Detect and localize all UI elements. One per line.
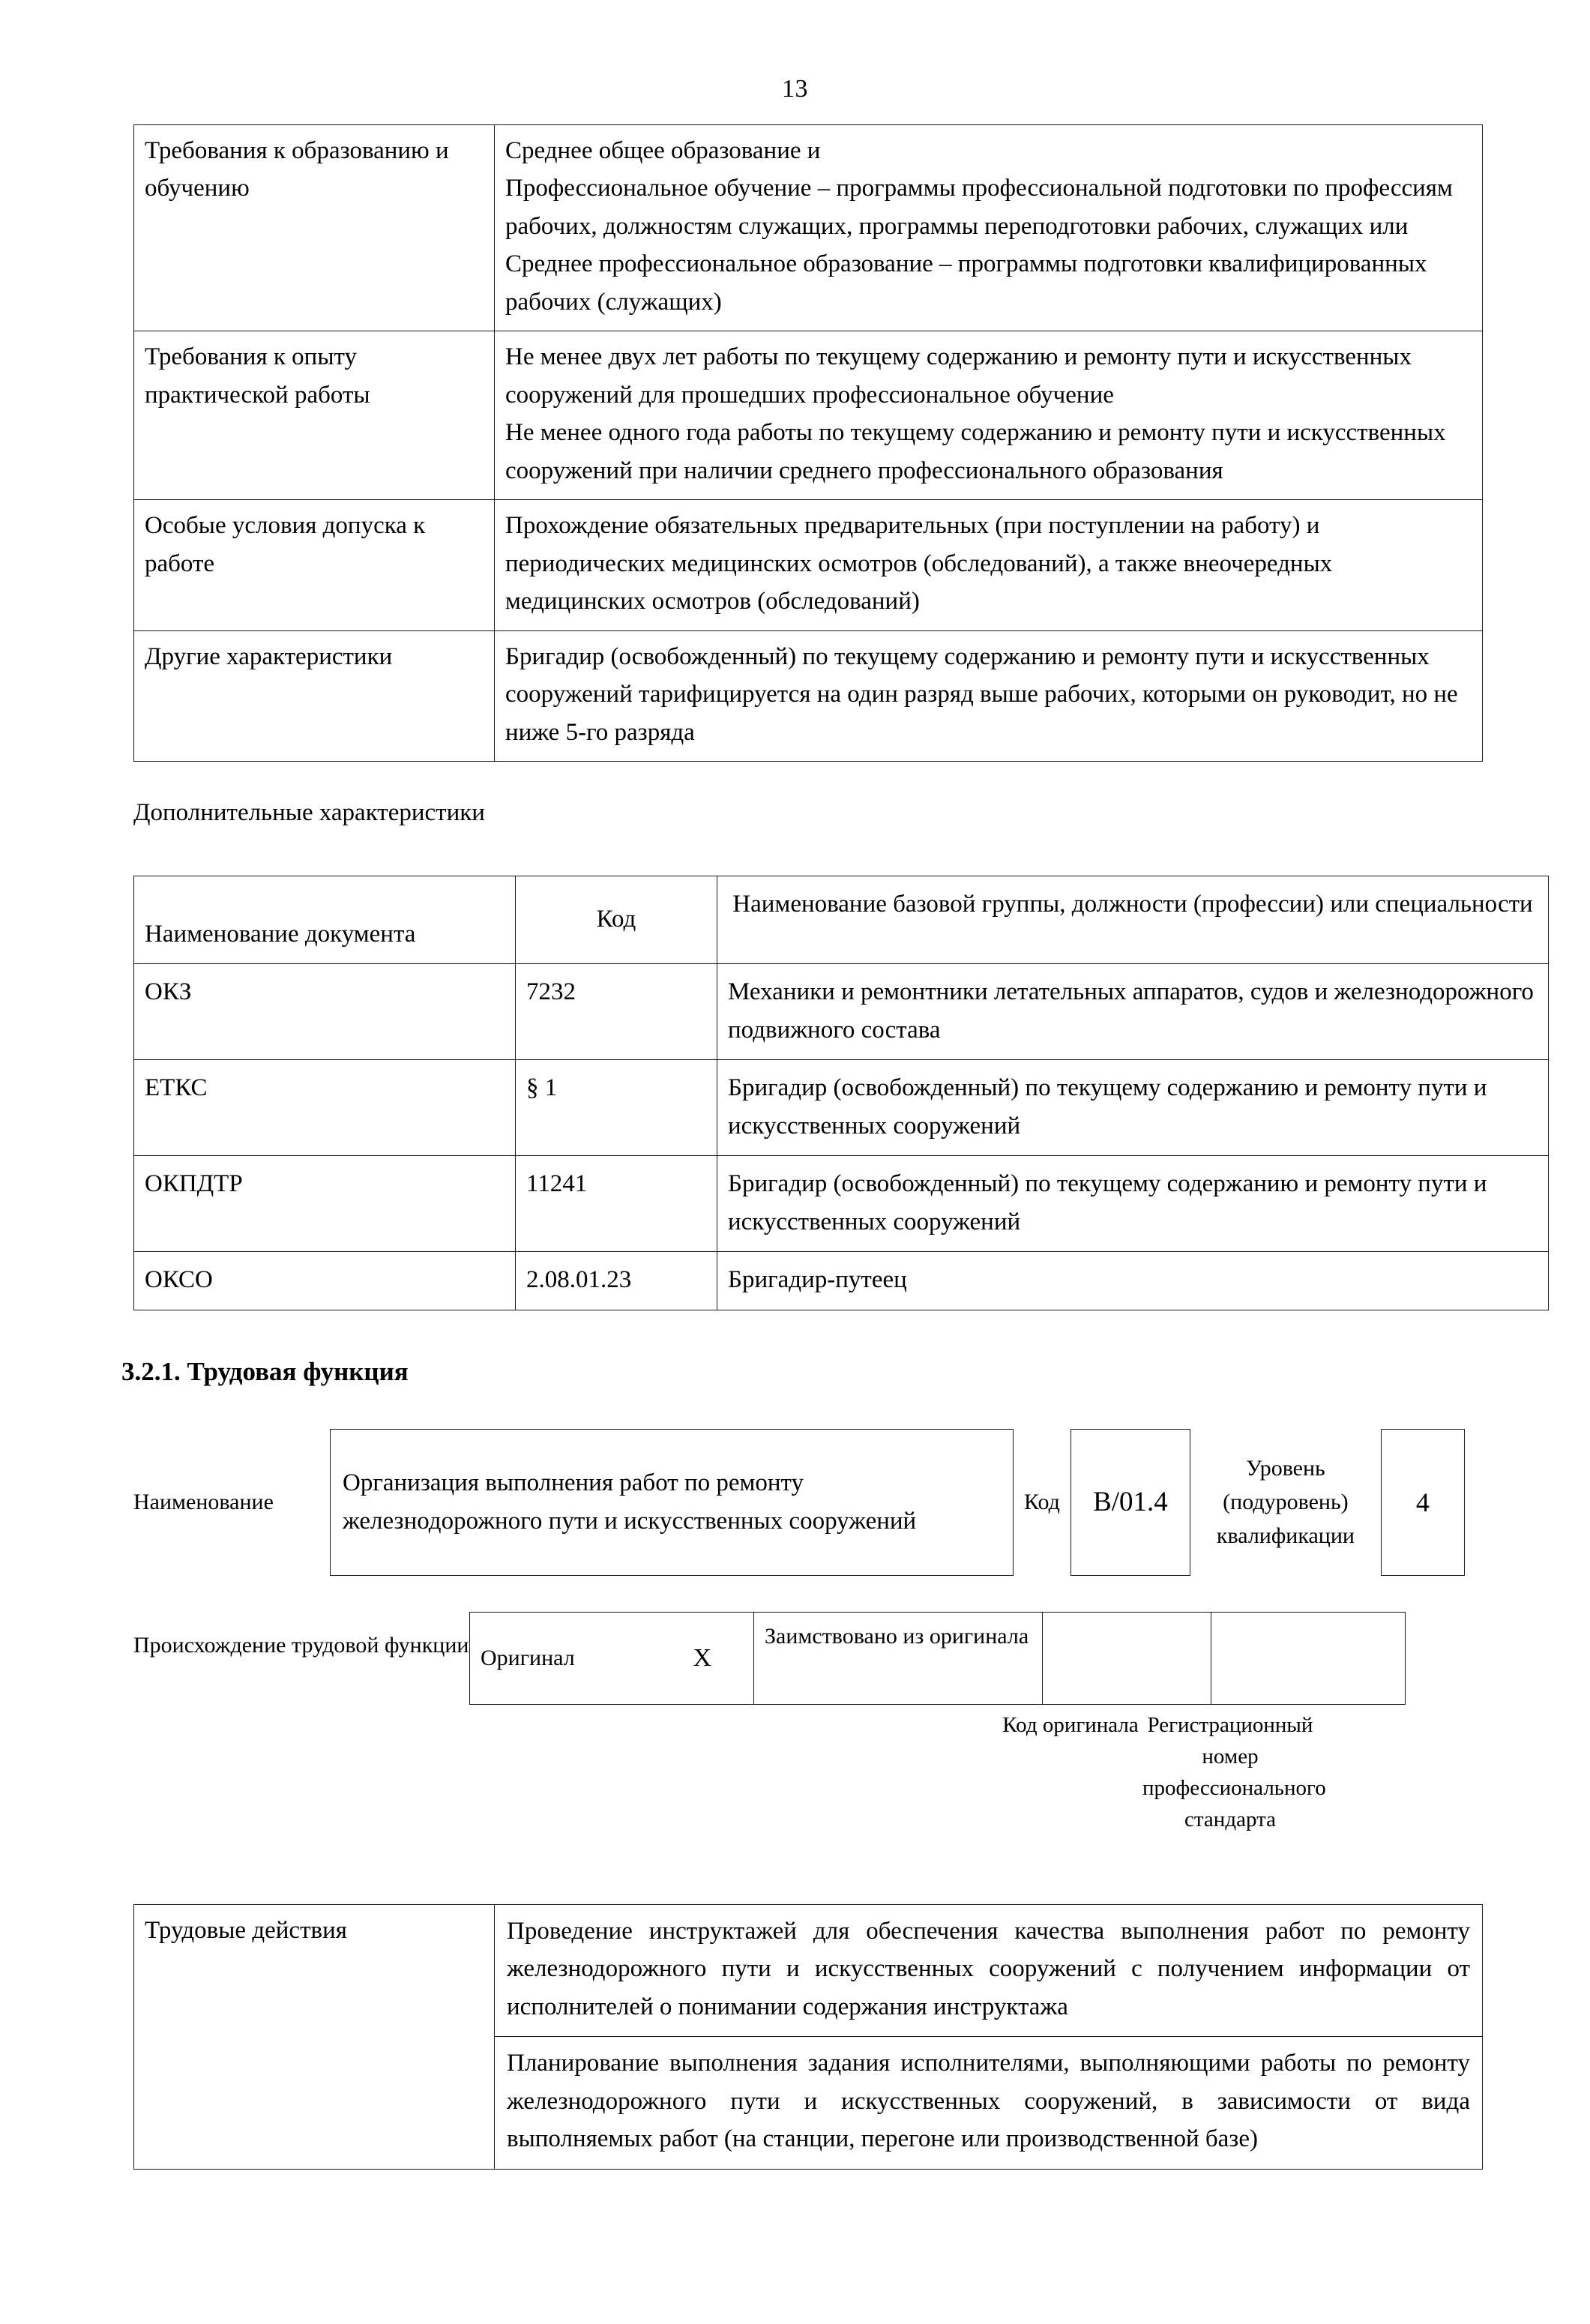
qualification-level-value: 4: [1381, 1429, 1465, 1576]
function-origin-label: Происхождение трудовой функции: [133, 1632, 469, 1658]
cell-code: 7232: [516, 964, 717, 1060]
text-line: Профессиональное обучение – программы профессиональной подготовки по профессиям рабочих, должностям служащих, программы переподготовки рабочих, служащих или: [505, 175, 1453, 240]
table-row: [134, 964, 1549, 1060]
cell-document: ЕТКС: [134, 1060, 516, 1156]
function-origin-table: [469, 1612, 1406, 1705]
row-label-experience: Требования к опыту практической работы: [134, 331, 495, 500]
table-row: [134, 125, 1483, 331]
table-row: [134, 1252, 1549, 1310]
cell-code: 2.08.01.23: [516, 1252, 717, 1310]
requirements-table: [133, 124, 1483, 762]
text-line: Среднее общее образование и: [505, 137, 821, 164]
row-label-other: Другие характеристики: [134, 630, 495, 761]
function-code-value: B/01.4: [1070, 1429, 1190, 1576]
cell-base-group: Бригадир (освобожденный) по текущему содержанию и ремонту пути и искусственных сооружений: [717, 1156, 1549, 1252]
additional-characteristics-table: [133, 876, 1549, 1310]
column-header-base-group: Наименование базовой группы, должности (профессии) или специальности: [717, 876, 1549, 963]
labour-actions-label: Трудовые действия: [134, 1904, 495, 2169]
row-value-other: [495, 630, 1483, 761]
function-origin-block: [133, 1612, 1590, 1705]
function-code-label: Код: [1024, 1489, 1060, 1514]
text-line: Среднее профессиональное образование – программы подготовки квалифицированных рабочих (служащих): [505, 250, 1427, 316]
function-name-label: Наименование: [133, 1489, 274, 1514]
table-row: [134, 331, 1483, 500]
text-line: Не менее одного года работы по текущему содержанию и ремонту пути и искусственных сооружений при наличии среднего профессионального образования: [505, 419, 1446, 484]
row-label-education: Требования к образованию и обучению: [134, 125, 495, 331]
cell-code: § 1: [516, 1060, 717, 1156]
cell-base-group: Бригадир (освобожденный) по текущему содержанию и ремонту пути и искусственных сооружений: [717, 1060, 1549, 1156]
column-header-code: Код: [516, 876, 717, 963]
table-header-row: [134, 876, 1549, 963]
qualification-level-label: Уровень (подуровень) квалификации: [1216, 1456, 1355, 1549]
row-value-special-conditions: [495, 500, 1483, 630]
text-line: Бригадир (освобожденный) по текущему содержанию и ремонту пути и искусственных сооружений тарифицируется на один разряд выше рабочих, которыми он руководит, но не ниже 5-го разряда: [505, 642, 1458, 746]
row-label-special-conditions: Особые условия допуска к работе: [134, 500, 495, 630]
cell-document: ОКЗ: [134, 964, 516, 1060]
origin-original-label: Оригинал: [481, 1645, 575, 1670]
function-name-block: [133, 1429, 1590, 1576]
table-row: [470, 1612, 1406, 1704]
additional-characteristics-heading: Дополнительные характеристики: [133, 799, 485, 827]
origin-code-input[interactable]: [1043, 1612, 1211, 1704]
cell-base-group: Механики и ремонтники летательных аппаратов, судов и железнодорожного подвижного состава: [717, 964, 1549, 1060]
page-title: 3.2.1. Трудовая функция: [121, 1356, 409, 1386]
labour-action-item: Планирование выполнения задания исполнителями, выполняющими работы по ремонту железнодорожного пути и искусственных сооружений, в зависимости от вида выполняемых работ (на станции, перегоне или производственной базе): [495, 2037, 1483, 2169]
labour-actions-table: [133, 1904, 1483, 2170]
origin-original-checkmark: X: [693, 1643, 711, 1672]
table-row: [134, 1060, 1549, 1156]
labour-action-item: Проведение инструктажей для обеспечения качества выполнения работ по ремонту железнодорожного пути и искусственных сооружений с получением информации от исполнителей о понимании содержания инструктажа: [495, 1904, 1483, 2036]
cell-code: 11241: [516, 1156, 717, 1252]
origin-code-caption: Код оригинала: [1002, 1712, 1139, 1737]
table-row: [134, 1904, 1483, 2036]
table-row: [134, 500, 1483, 630]
function-name-value: Организация выполнения работ по ремонту железнодорожного пути и искусственных сооружений: [330, 1429, 1014, 1576]
row-value-experience: [495, 331, 1483, 500]
cell-base-group: Бригадир-путеец: [717, 1252, 1549, 1310]
origin-borrowed-label: Заимствовано из оригинала: [754, 1612, 1043, 1704]
text-line: Не менее двух лет работы по текущему содержанию и ремонту пути и искусственных сооружений для прошедших профессиональное обучение: [505, 343, 1412, 409]
document-page: [0, 75, 1590, 2324]
page-number: 13: [782, 75, 808, 103]
table-row: [134, 1156, 1549, 1252]
row-value-education: [495, 125, 1483, 331]
table-row: [134, 630, 1483, 761]
cell-document: ОКСО: [134, 1252, 516, 1310]
origin-registration-input[interactable]: [1211, 1612, 1406, 1704]
origin-captions: [469, 1709, 1326, 1835]
column-header-document: Наименование документа: [134, 876, 516, 963]
origin-registration-caption: Регистрационный номер профессионального стандарта: [1142, 1712, 1326, 1831]
cell-document: ОКПДТР: [134, 1156, 516, 1252]
origin-original-cell: [470, 1612, 754, 1704]
text-line: Прохождение обязательных предварительных (при поступлении на работу) и периодических медицинских осмотров (обследований), а также внеочередных медицинских осмотров (обследований): [505, 512, 1333, 615]
